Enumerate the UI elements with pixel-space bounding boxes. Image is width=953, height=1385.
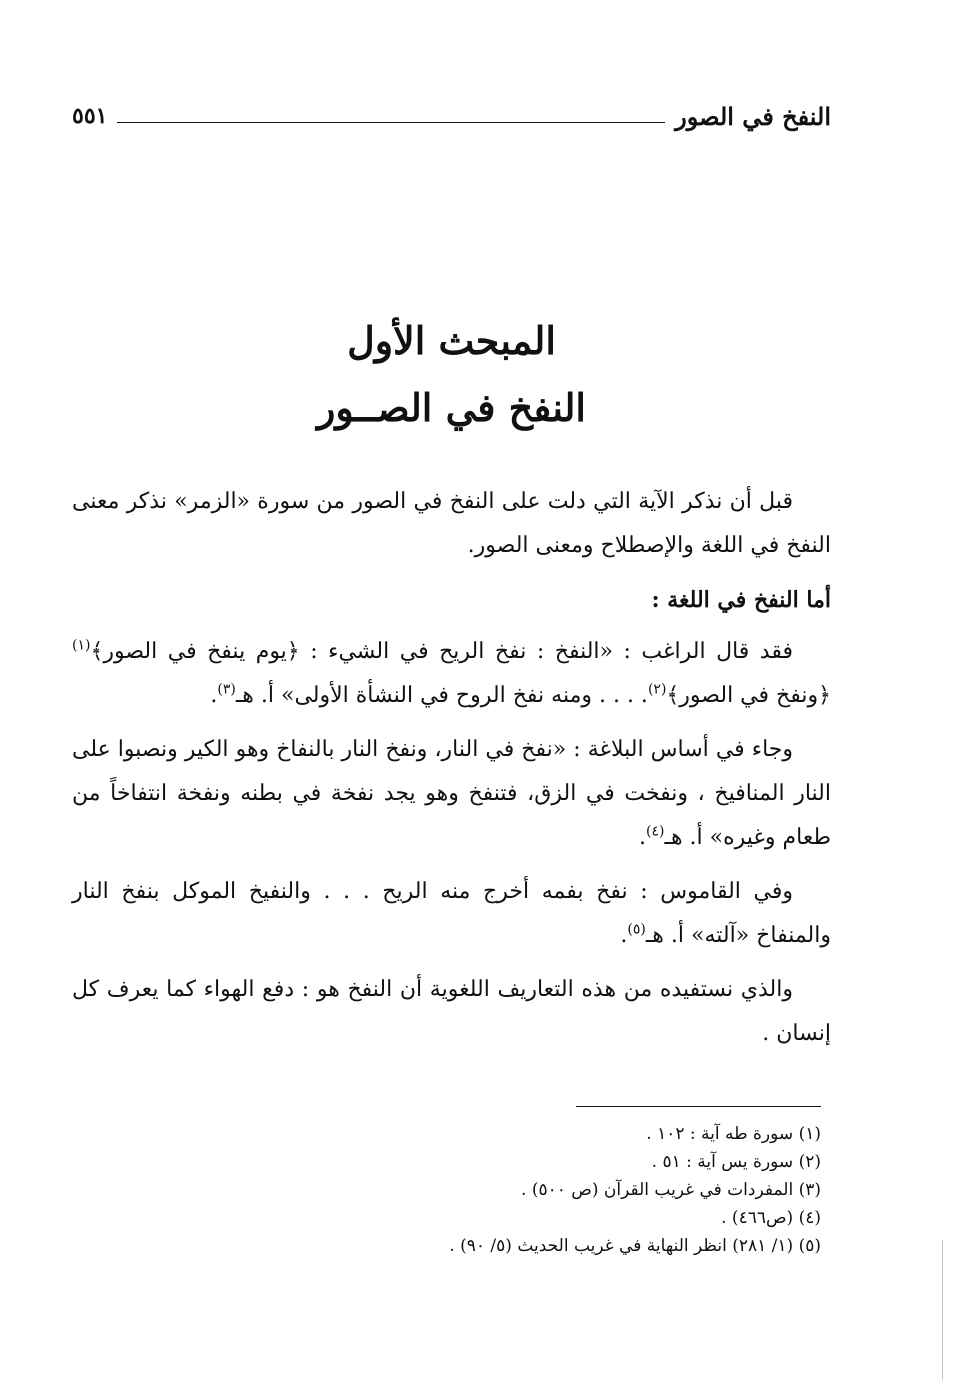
paragraph-conclusion: والذي نستفيده من هذه التعاريف اللغوية أن النفخ هو : دفع الهواء كما يعرف كل إنسان . bbox=[72, 977, 831, 1046]
page-number: ٥٥١ bbox=[72, 103, 108, 129]
footnote-5: (٥) (١/ ٢٨١) انظر النهاية في غريب الحديث (٥/ ٩٠) . bbox=[449, 1236, 821, 1256]
paragraph-text: وفي القاموس : نفخ بفمه أخرج منه الريح . . . والنفيخ الموكل بنفخ النار والمنفاخ «آلته» أ. هـ bbox=[72, 879, 831, 948]
paragraph-text: . bbox=[620, 923, 628, 948]
header-rule bbox=[117, 122, 665, 123]
footnote-4: (٤) (ص٤٦٦) . bbox=[721, 1208, 821, 1228]
paragraph-qamus bbox=[72, 870, 831, 958]
paragraph-text: . bbox=[639, 825, 647, 850]
running-title: النفخ في الصور bbox=[675, 101, 831, 131]
chapter-subtitle: النفخ في الصــور bbox=[317, 385, 586, 430]
paragraph-text: ﴿ونفخ في الصور﴾ bbox=[666, 683, 831, 708]
paragraph-asas bbox=[72, 728, 831, 860]
page-header bbox=[72, 96, 831, 136]
footnotes bbox=[300, 1120, 821, 1260]
footnote-1: (١) سورة طه آية : ١٠٢ . bbox=[646, 1124, 821, 1144]
chapter-title: المبحث الأول bbox=[347, 318, 556, 363]
section-subheading: أما النفخ في اللغة : bbox=[651, 587, 831, 613]
footnote-separator bbox=[576, 1106, 821, 1107]
paragraph-text: . bbox=[210, 683, 218, 708]
paragraph-intro: قبل أن نذكر الآية التي دلت على النفخ في الصور من سورة «الزمر» نذكر معنى النفخ في اللغة والإصطلاح ومعنى الصور. bbox=[72, 489, 831, 558]
scan-edge-line bbox=[942, 1240, 943, 1380]
footnote-ref-5[interactable]: (٥) bbox=[627, 921, 646, 938]
paragraph-text: فقد قال الراغب : «النفخ : نفخ الريح في الشيء : ﴿يوم ينفخ في الصور﴾ bbox=[90, 639, 793, 664]
body-text bbox=[72, 480, 831, 1066]
footnote-ref-4[interactable]: (٤) bbox=[646, 823, 665, 840]
paragraph-text: وجاء في أساس البلاغة : «نفخ في النار، ونفخ النار بالنفاخ وهو الكير ونصبوا على النار المنافيخ ، ونفخت في الزق، فتنفخ وهو يجد نفخة في بطنه ونفخة انتفاخاً من طعام وغيره» أ. هـ bbox=[72, 737, 831, 850]
footnote-2: (٢) سورة يس آية : ٥١ . bbox=[651, 1152, 821, 1172]
paragraph-raghib bbox=[72, 630, 831, 718]
footnote-3: (٣) المفردات في غريب القرآن (ص ٥٠٠) . bbox=[521, 1180, 821, 1200]
footnote-ref-3[interactable]: (٣) bbox=[217, 681, 236, 698]
footnote-ref-2[interactable]: (٢) bbox=[647, 681, 667, 698]
footnote-ref-1[interactable]: (١) bbox=[72, 637, 91, 654]
paragraph-text: . . . . ومنه نفخ الروح في النشأة الأولى» أ. هـ bbox=[235, 683, 648, 708]
